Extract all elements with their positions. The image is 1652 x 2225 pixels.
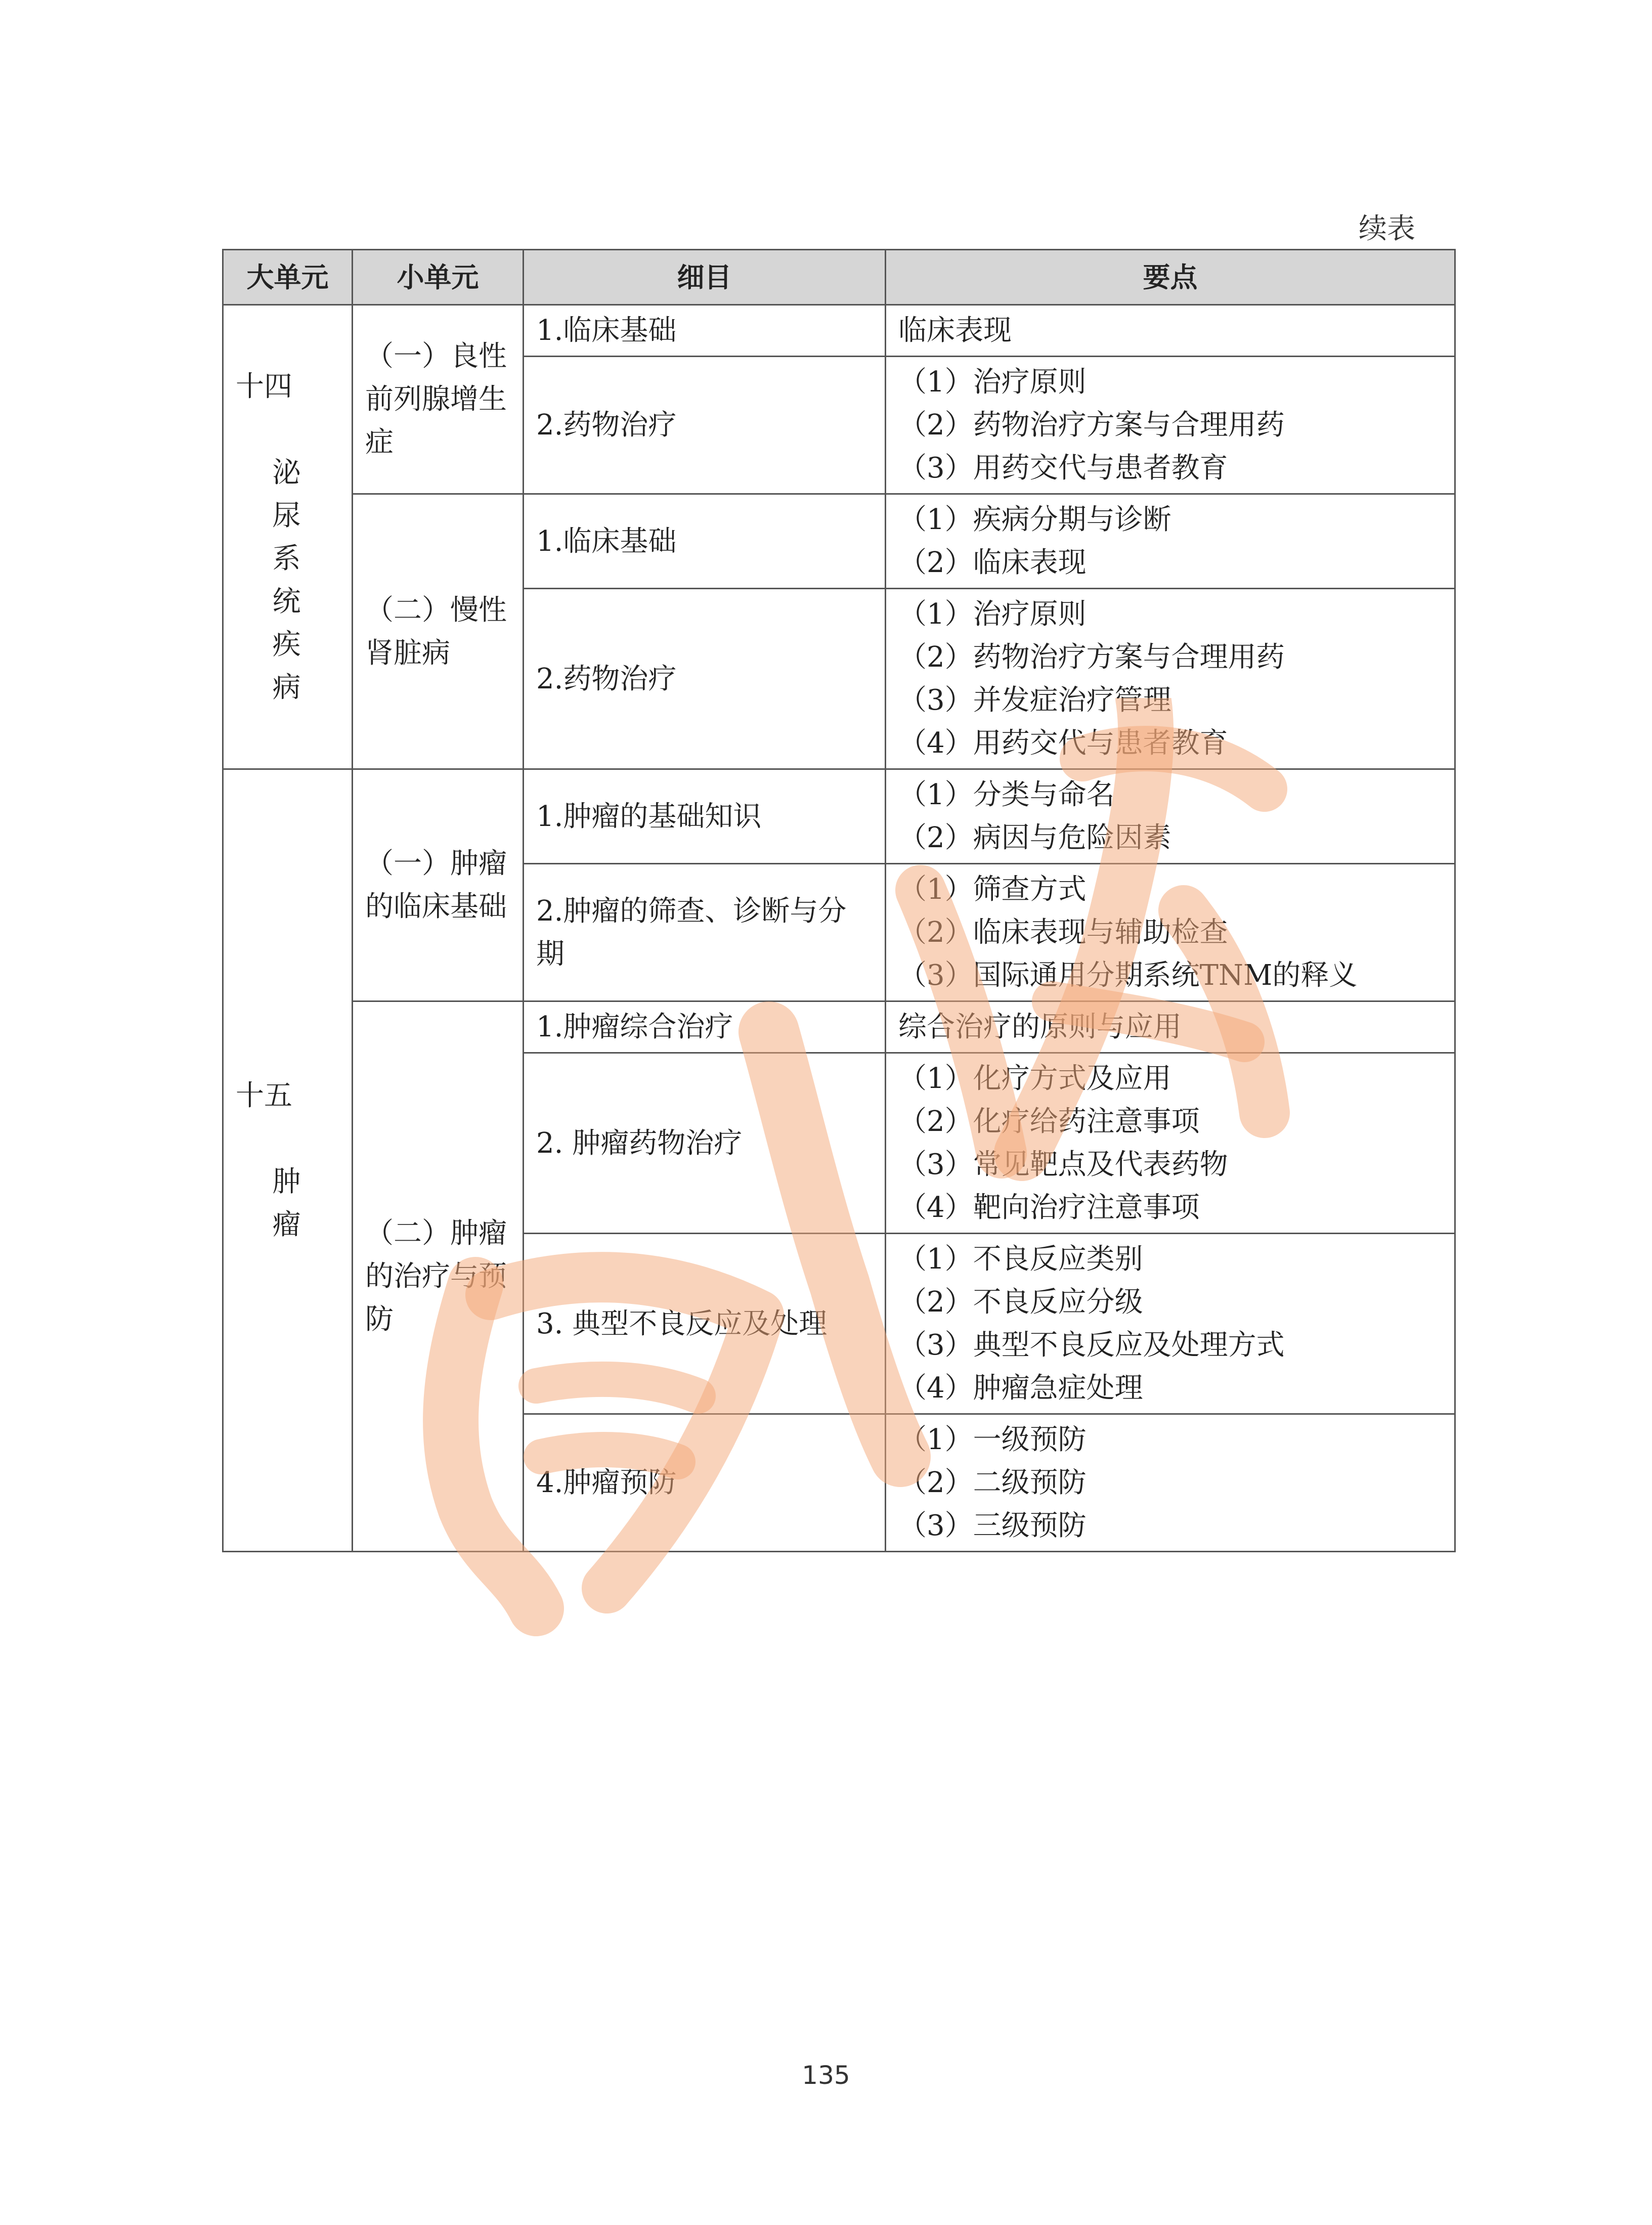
header-key-points: 要点 xyxy=(886,250,1455,305)
table-row xyxy=(223,1001,1455,1053)
point: （3）常见靶点及代表药物 xyxy=(898,1148,1228,1181)
syllabus-table xyxy=(222,249,1456,1552)
points-cell xyxy=(886,357,1455,494)
point: （3）国际通用分期系统TNM的释义 xyxy=(898,959,1358,992)
points-cell xyxy=(886,1001,1455,1053)
major-unit-name: 泌尿系统疾病 xyxy=(272,456,301,704)
table-header-row xyxy=(223,250,1455,305)
point: （1）疾病分期与诊断 xyxy=(898,503,1171,536)
points-cell xyxy=(886,1414,1455,1552)
item-cell: 1.临床基础 xyxy=(524,494,886,589)
major-unit-cell xyxy=(223,305,353,769)
point: （1）治疗原则 xyxy=(898,598,1086,631)
item-cell: 1.肿瘤综合治疗 xyxy=(524,1001,886,1053)
point: （3）用药交代与患者教育 xyxy=(898,452,1228,485)
points-cell xyxy=(886,305,1455,357)
page-number: 135 xyxy=(802,2061,850,2090)
item-cell: 1.肿瘤的基础知识 xyxy=(524,769,886,864)
points-cell xyxy=(886,864,1455,1001)
point: （1）筛查方式 xyxy=(898,873,1086,906)
point: （3）典型不良反应及处理方式 xyxy=(898,1329,1285,1362)
point: （2）不良反应分级 xyxy=(898,1286,1143,1319)
table-row xyxy=(223,769,1455,864)
point: （1）不良反应类别 xyxy=(898,1243,1143,1276)
point: （2）临床表现 xyxy=(898,546,1086,579)
points-cell xyxy=(886,769,1455,864)
point: （4）靶向治疗注意事项 xyxy=(898,1191,1200,1224)
item-cell: 2.肿瘤的筛查、诊断与分期 xyxy=(524,864,886,1001)
point: （2）药物治疗方案与合理用药 xyxy=(898,641,1285,674)
point: 综合治疗的原则与应用 xyxy=(898,1011,1182,1043)
points-cell xyxy=(886,1234,1455,1414)
minor-unit-cell: （一）肿瘤的临床基础 xyxy=(353,769,524,1001)
points-cell xyxy=(886,589,1455,769)
point: （1）一级预防 xyxy=(898,1423,1086,1456)
point: 临床表现 xyxy=(898,314,1012,347)
point: （4）肿瘤急症处理 xyxy=(898,1372,1143,1405)
table-row xyxy=(223,305,1455,357)
point: （4）用药交代与患者教育 xyxy=(898,727,1228,760)
point: （2）临床表现与辅助检查 xyxy=(898,916,1228,949)
table-row xyxy=(223,494,1455,589)
major-unit-number: 十五 xyxy=(236,1079,292,1112)
item-cell: 1.临床基础 xyxy=(524,305,886,357)
minor-unit-cell: （二）慢性肾脏病 xyxy=(353,494,524,769)
points-cell xyxy=(886,494,1455,589)
item-cell: 3. 典型不良反应及处理 xyxy=(524,1234,886,1414)
header-minor-unit: 小单元 xyxy=(353,250,524,305)
point: （1）化疗方式及应用 xyxy=(898,1062,1171,1095)
point: （1）治疗原则 xyxy=(898,366,1086,399)
point: （2）药物治疗方案与合理用药 xyxy=(898,409,1285,442)
major-unit-number: 十四 xyxy=(236,370,292,403)
item-cell: 2.药物治疗 xyxy=(524,357,886,494)
continued-label: 续表 xyxy=(1359,212,1415,245)
points-cell xyxy=(886,1053,1455,1234)
major-unit-cell xyxy=(223,769,353,1552)
point: （2）病因与危险因素 xyxy=(898,821,1171,854)
minor-unit-cell: （二）肿瘤的治疗与预防 xyxy=(353,1001,524,1552)
header-item: 细目 xyxy=(524,250,886,305)
item-cell: 2. 肿瘤药物治疗 xyxy=(524,1053,886,1234)
point: （1）分类与命名 xyxy=(898,778,1115,811)
major-unit-name: 肿瘤 xyxy=(272,1165,301,1241)
point: （3）三级预防 xyxy=(898,1509,1086,1542)
point: （2）二级预防 xyxy=(898,1466,1086,1499)
minor-unit-cell: （一）良性前列腺增生症 xyxy=(353,305,524,494)
point: （3）并发症治疗管理 xyxy=(898,684,1171,717)
item-cell: 4.肿瘤预防 xyxy=(524,1414,886,1552)
item-cell: 2.药物治疗 xyxy=(524,589,886,769)
header-major-unit: 大单元 xyxy=(223,250,353,305)
point: （2）化疗给药注意事项 xyxy=(898,1105,1200,1138)
